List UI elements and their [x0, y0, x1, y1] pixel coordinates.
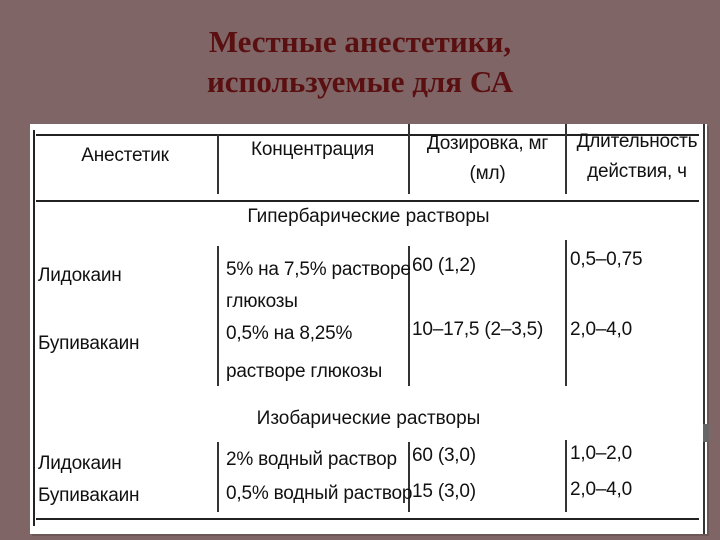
dose-lidocaine-hyper: 60 (1,2): [412, 255, 476, 276]
drug-lidocaine-iso: Лидокаин: [38, 453, 122, 474]
header-anesthetic: Анестетик: [81, 145, 169, 166]
conc-bupivacaine-hyper-line-1: 0,5% на 8,25%: [226, 323, 353, 344]
slide-title: [0, 22, 720, 102]
header-divider-3: [565, 124, 567, 194]
duration-lidocaine-iso: 1,0–2,0: [570, 443, 632, 464]
header-duration-line-2: действия, ч: [587, 161, 687, 182]
conc-lidocaine-hyper-line-1: 5% на 7,5% растворе: [226, 259, 411, 280]
dose-bupivacaine-iso: 15 (3,0): [412, 481, 476, 502]
scanned-table-image: [30, 124, 707, 534]
duration-lidocaine-hyper: 0,5–0,75: [570, 249, 643, 270]
table-right-border: [703, 124, 705, 534]
slide-title-line-2: используемые для СА: [206, 64, 514, 99]
section2-divider-3: [565, 440, 567, 512]
conc-lidocaine-iso: 2% водный раствор: [226, 449, 397, 470]
header-divider-1: [217, 134, 219, 194]
conc-bupivacaine-hyper-line-2: растворе глюкозы: [226, 361, 383, 382]
table-header-rule: [36, 200, 699, 202]
section1-divider-1: [217, 246, 219, 386]
drug-bupivacaine-hyper: Бупивакаин: [38, 333, 140, 354]
scan-edge-mark: [703, 424, 709, 442]
table-left-border: [33, 130, 35, 526]
header-divider-2: [408, 124, 410, 194]
dose-bupivacaine-hyper: 10–17,5 (2–3,5): [412, 319, 544, 340]
table-bottom-rule: [36, 518, 699, 520]
header-concentration: Концентрация: [250, 139, 375, 160]
conc-lidocaine-hyper-line-2: глюкозы: [226, 291, 298, 312]
slide-title-line-1: Местные анестетики,: [208, 24, 512, 59]
drug-lidocaine-hyper: Лидокаин: [38, 265, 122, 286]
header-duration-line-1: Длительность: [576, 131, 698, 152]
header-dose-line-2: (мл): [469, 163, 506, 184]
duration-bupivacaine-hyper: 2,0–4,0: [570, 319, 632, 340]
conc-bupivacaine-iso: 0,5% водный раствор: [226, 483, 413, 504]
section2-divider-1: [217, 442, 219, 512]
drug-bupivacaine-iso: Бупивакаин: [38, 485, 140, 506]
section-label-isobaric: Изобарические растворы: [256, 408, 481, 429]
header-dose-line-1: Дозировка, мг: [426, 133, 549, 154]
section1-divider-3: [565, 240, 567, 386]
duration-bupivacaine-iso: 2,0–4,0: [570, 479, 632, 500]
dose-lidocaine-iso: 60 (3,0): [412, 445, 476, 466]
section-label-hyperbaric: Гипербарические растворы: [247, 206, 490, 227]
